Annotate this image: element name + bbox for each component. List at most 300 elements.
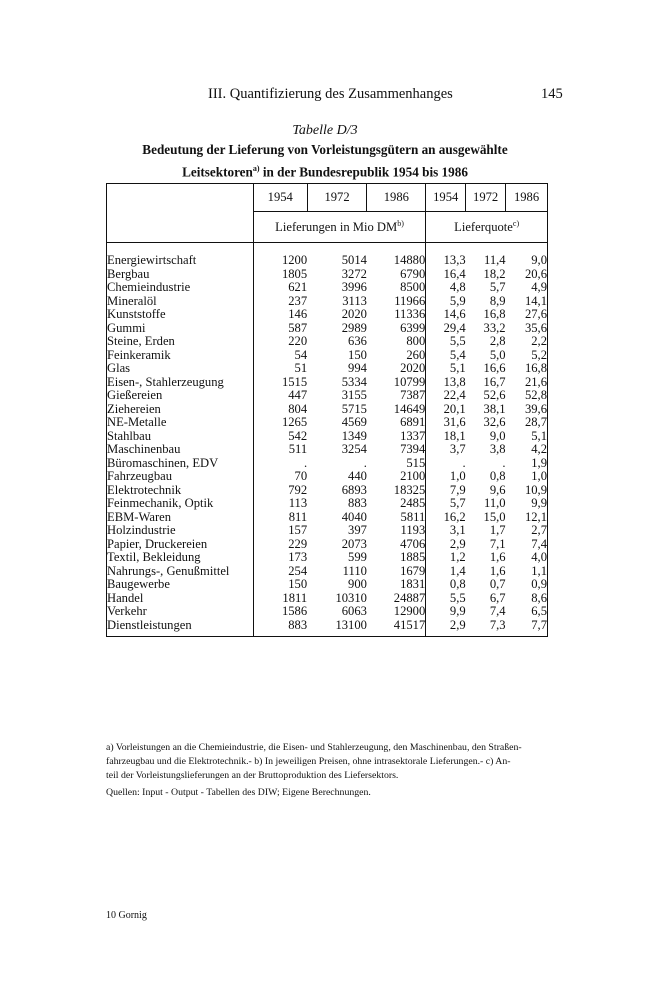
sector-label-cell xyxy=(107,430,254,471)
sector-label: NE-Metalle xyxy=(107,415,167,429)
value: 511 xyxy=(288,442,308,456)
value: 447 xyxy=(288,388,308,402)
footnote-line: a) Vorleistungen an die Chemieindustrie, die Eisen- und Stahlerzeugung, den Maschinenbau, den Straßen- xyxy=(106,742,522,753)
table-title-line1: Bedeutung der Lieferung von Vorleistungsgütern an ausgewählte xyxy=(142,142,508,157)
value: 883 xyxy=(348,496,367,510)
table-row-group xyxy=(107,430,548,471)
value: 3155 xyxy=(341,388,367,402)
page-number: 145 xyxy=(541,86,563,102)
table-row-group xyxy=(107,470,548,484)
value: 52,6 xyxy=(483,388,506,402)
table-row-group xyxy=(107,335,548,376)
value: 33,2 xyxy=(483,320,506,335)
value: 994 xyxy=(348,361,367,375)
deliveries-cell xyxy=(367,243,426,268)
sector-label-cell xyxy=(107,605,254,619)
sector-label: Büromaschinen, EDV xyxy=(107,455,219,470)
value: 18,2 xyxy=(483,266,506,281)
delivery-ratio-header-text: Lieferquote xyxy=(454,220,513,235)
value: 220 xyxy=(288,334,308,348)
sector-label: EBM-Waren xyxy=(107,509,172,524)
value: 10799 xyxy=(393,374,426,389)
value: 1193 xyxy=(400,523,426,537)
value: 3113 xyxy=(342,293,367,308)
deliveries-cell xyxy=(307,605,367,619)
value: 587 xyxy=(288,320,308,335)
value: 1811 xyxy=(282,590,308,605)
value: 5,0 xyxy=(489,347,506,362)
sector-label: Kunststoffe xyxy=(107,307,166,321)
sources-line: Quellen: Input - Output - Tabellen des DIW; Eigene Berechnungen. xyxy=(106,787,371,798)
value: 515 xyxy=(406,455,426,470)
deliveries-cell xyxy=(367,605,426,619)
ratio-cell xyxy=(506,605,548,619)
value: 1,6 xyxy=(489,563,506,578)
ratio-cell xyxy=(466,524,506,538)
value: 1885 xyxy=(400,550,426,564)
value: 3,1 xyxy=(449,523,466,537)
value: 15,0 xyxy=(483,509,506,524)
value: 8,6 xyxy=(531,590,547,605)
value: 7,4 xyxy=(531,536,547,551)
deliveries-cell xyxy=(307,430,367,471)
value: 5,7 xyxy=(489,280,506,294)
ratio-cell xyxy=(426,243,466,268)
deliveries-cell xyxy=(307,268,367,282)
value: 4,8 xyxy=(449,280,466,294)
value: 1,2 xyxy=(449,550,466,564)
value: 1,6 xyxy=(489,550,506,564)
value: 150 xyxy=(348,347,367,362)
value: 4,2 xyxy=(531,442,547,456)
value: 14,1 xyxy=(524,293,547,308)
sector-label: Ziehereien xyxy=(107,401,161,416)
deliveries-cell xyxy=(253,281,307,335)
deliveries-cell xyxy=(307,619,367,637)
value: 4569 xyxy=(341,415,367,429)
ratio-cell xyxy=(506,430,548,471)
value: 0,9 xyxy=(531,577,547,591)
deliveries-cell xyxy=(307,538,367,552)
sector-label: Mineralöl xyxy=(107,293,157,308)
sector-label: Maschinenbau xyxy=(107,442,181,456)
value: 7,9 xyxy=(449,482,466,497)
deliveries-cell xyxy=(253,484,307,525)
deliveries-cell xyxy=(253,578,307,592)
value: 27,6 xyxy=(524,307,547,321)
deliveries-cell xyxy=(367,578,426,592)
value: 5,7 xyxy=(449,496,466,510)
sector-label: Nahrungs-, Genußmittel xyxy=(107,563,230,578)
value: 70 xyxy=(294,469,308,483)
sector-label: Glas xyxy=(107,361,131,375)
value: 7,3 xyxy=(489,617,506,632)
value: 1805 xyxy=(281,266,308,281)
ratio-cell xyxy=(466,243,506,268)
value: 14880 xyxy=(393,253,426,267)
ratio-cell xyxy=(426,376,466,430)
deliveries-cell xyxy=(367,538,426,552)
year-header: 1972 xyxy=(307,184,367,212)
ratio-cell xyxy=(466,605,506,619)
value: 1515 xyxy=(281,374,308,389)
deliveries-cell xyxy=(307,335,367,376)
value: 11,0 xyxy=(483,496,506,510)
value: 11966 xyxy=(394,293,426,308)
sector-label-cell xyxy=(107,484,254,525)
deliveries-cell xyxy=(367,430,426,471)
value: 792 xyxy=(288,482,308,497)
ratio-cell xyxy=(466,376,506,430)
table-row-group xyxy=(107,578,548,592)
sector-label: Chemieindustrie xyxy=(107,280,191,294)
ratio-cell xyxy=(506,268,548,282)
year-header: 1954 xyxy=(426,184,466,212)
signature-mark: 10 Gornig xyxy=(106,910,147,921)
value: 5811 xyxy=(400,509,426,524)
value: 113 xyxy=(288,496,308,510)
value: 2100 xyxy=(400,469,426,483)
year-header: 1972 xyxy=(466,184,506,212)
deliveries-cell xyxy=(253,605,307,619)
value: 804 xyxy=(288,401,308,416)
ratio-cell xyxy=(506,376,548,430)
value: 3,8 xyxy=(489,442,506,456)
ratio-cell xyxy=(506,243,548,268)
ratio-cell xyxy=(426,619,466,637)
value: 21,6 xyxy=(524,374,547,389)
deliveries-cell xyxy=(307,243,367,268)
sector-label: Steine, Erden xyxy=(107,334,175,348)
value: 20,1 xyxy=(443,401,466,416)
value: 2020 xyxy=(341,307,367,321)
deliveries-cell xyxy=(367,281,426,335)
value: 5,1 xyxy=(449,361,466,375)
table-row-group xyxy=(107,551,548,565)
ratio-cell xyxy=(506,524,548,538)
sector-label: Gießereien xyxy=(107,388,163,402)
value: 4,9 xyxy=(531,280,547,294)
sector-label: Energiewirtschaft xyxy=(107,253,197,267)
value: 1337 xyxy=(400,428,426,443)
value: 38,1 xyxy=(483,401,506,416)
sector-label: Papier, Druckereien xyxy=(107,536,208,551)
value: 5334 xyxy=(341,374,367,389)
ratio-cell xyxy=(466,551,506,565)
sector-label-cell xyxy=(107,524,254,538)
deliveries-cell xyxy=(367,376,426,430)
sector-label: Eisen-, Stahlerzeugung xyxy=(107,374,224,389)
value: 5014 xyxy=(341,253,367,267)
sector-label-cell xyxy=(107,470,254,484)
value: 13,8 xyxy=(443,374,466,389)
value: 1349 xyxy=(341,428,367,443)
value: . xyxy=(502,455,506,470)
value: 1,9 xyxy=(531,455,547,470)
deliveries-cell xyxy=(253,538,307,552)
deliveries-cell xyxy=(307,592,367,606)
deliveries-cell xyxy=(253,524,307,538)
ratio-cell xyxy=(466,484,506,525)
ratio-cell xyxy=(506,538,548,552)
deliveries-cell xyxy=(253,592,307,606)
value: 4040 xyxy=(341,509,367,524)
value: 3254 xyxy=(341,442,367,456)
sector-label-cell xyxy=(107,565,254,579)
ratio-cell xyxy=(506,484,548,525)
deliveries-cell xyxy=(367,470,426,484)
deliveries-cell xyxy=(253,565,307,579)
deliveries-cell xyxy=(367,592,426,606)
value: 1,4 xyxy=(449,563,466,578)
table-body xyxy=(107,243,548,637)
sector-label: Feinkeramik xyxy=(107,347,171,362)
table-row-group xyxy=(107,281,548,335)
deliveries-cell xyxy=(367,524,426,538)
value: 621 xyxy=(288,280,308,294)
value: 2485 xyxy=(400,496,426,510)
ratio-cell xyxy=(506,592,548,606)
table-row-group xyxy=(107,592,548,606)
value: 54 xyxy=(294,347,308,362)
value: 16,6 xyxy=(483,361,506,375)
value: 16,4 xyxy=(443,266,466,281)
value: 599 xyxy=(348,550,367,564)
sector-header-cell xyxy=(107,184,254,243)
table-row-group xyxy=(107,268,548,282)
value: 1586 xyxy=(281,604,308,618)
ratio-cell xyxy=(426,268,466,282)
ratio-cell xyxy=(426,538,466,552)
ratio-cell xyxy=(506,565,548,579)
value: 2,2 xyxy=(531,334,547,348)
ratio-cell xyxy=(466,268,506,282)
deliveries-header-text: Lieferungen in Mio DM xyxy=(275,220,398,235)
value: 18325 xyxy=(393,482,426,497)
value: 5715 xyxy=(341,401,367,416)
value: 229 xyxy=(288,536,308,551)
deliveries-cell xyxy=(307,578,367,592)
value: . xyxy=(462,455,466,470)
value: 31,6 xyxy=(443,415,466,429)
ratio-cell xyxy=(426,470,466,484)
value: 811 xyxy=(288,509,308,524)
value: 1110 xyxy=(342,563,367,578)
value: 6790 xyxy=(400,266,426,281)
value: 16,8 xyxy=(483,307,506,321)
ratio-cell xyxy=(466,430,506,471)
table-caption xyxy=(0,122,650,181)
ratio-cell xyxy=(466,578,506,592)
delivery-ratio-header xyxy=(426,212,548,243)
value: 146 xyxy=(288,307,308,321)
deliveries-cell xyxy=(253,430,307,471)
ratio-cell xyxy=(466,281,506,335)
value: 10310 xyxy=(335,590,367,605)
ratio-cell xyxy=(506,551,548,565)
value: 18,1 xyxy=(443,428,466,443)
value: 10,9 xyxy=(524,482,547,497)
sector-label: Gummi xyxy=(107,320,146,335)
value: 7387 xyxy=(400,388,426,402)
ratio-cell xyxy=(466,619,506,637)
ratio-cell xyxy=(506,619,548,637)
deliveries-cell xyxy=(367,268,426,282)
deliveries-cell xyxy=(253,551,307,565)
ratio-cell xyxy=(426,592,466,606)
ratio-cell xyxy=(426,551,466,565)
value: 0,8 xyxy=(449,577,466,591)
deliveries-cell xyxy=(307,470,367,484)
deliveries-footnote-ref: b) xyxy=(397,218,404,228)
value: 5,1 xyxy=(531,428,547,443)
ratio-cell xyxy=(466,470,506,484)
value: 6891 xyxy=(400,415,426,429)
value: 1265 xyxy=(281,415,308,429)
deliveries-cell xyxy=(367,565,426,579)
value: 20,6 xyxy=(524,266,547,281)
ratio-cell xyxy=(426,524,466,538)
deliveries-cell xyxy=(253,376,307,430)
ratio-cell xyxy=(426,281,466,335)
value: 1679 xyxy=(400,563,426,578)
sector-label: Elektrotechnik xyxy=(107,482,182,497)
sector-label: Textil, Bekleidung xyxy=(107,550,201,564)
value: 260 xyxy=(406,347,426,362)
value: 29,4 xyxy=(443,320,466,335)
deliveries-cell xyxy=(367,335,426,376)
value: 11,4 xyxy=(483,253,506,267)
value: 1831 xyxy=(400,577,426,591)
value: 51 xyxy=(294,361,308,375)
sector-label: Fahrzeugbau xyxy=(107,469,173,483)
value: 440 xyxy=(348,469,367,483)
deliveries-cell xyxy=(307,565,367,579)
running-head: III. Quantifizierung des Zusammenhanges xyxy=(208,86,453,102)
value: 6,5 xyxy=(531,604,547,618)
ratio-cell xyxy=(466,592,506,606)
value: 2020 xyxy=(400,361,426,375)
ratio-cell xyxy=(426,578,466,592)
value: 883 xyxy=(288,617,308,632)
value: 32,6 xyxy=(483,415,506,429)
sector-label-cell xyxy=(107,592,254,606)
value: 2,7 xyxy=(531,523,547,537)
sector-label-cell xyxy=(107,268,254,282)
sector-label: Baugewerbe xyxy=(107,577,170,591)
value: 900 xyxy=(348,577,367,591)
value: 39,6 xyxy=(524,401,547,416)
deliveries-cell xyxy=(253,243,307,268)
value: 2073 xyxy=(341,536,367,551)
value: 5,9 xyxy=(449,293,466,308)
deliveries-cell xyxy=(307,551,367,565)
value: 16,7 xyxy=(483,374,506,389)
value: 41517 xyxy=(393,617,426,632)
table-number: Tabelle D/3 xyxy=(292,123,358,138)
sector-label: Bergbau xyxy=(107,266,150,281)
sector-label: Verkehr xyxy=(107,604,147,618)
ratio-cell xyxy=(506,578,548,592)
title-leitsektoren: Leitsektoren xyxy=(182,164,253,180)
value: 4,0 xyxy=(531,550,547,564)
deliveries-cell xyxy=(307,524,367,538)
deliveries-cell xyxy=(307,376,367,430)
value: 5,5 xyxy=(449,590,466,605)
value: 16,8 xyxy=(524,361,547,375)
deliveries-cell xyxy=(307,281,367,335)
deliveries-cell xyxy=(253,268,307,282)
table-title-line2 xyxy=(0,159,650,181)
value: 150 xyxy=(288,577,308,591)
ratio-cell xyxy=(426,565,466,579)
deliveries-cell xyxy=(367,551,426,565)
value: 1,1 xyxy=(531,563,547,578)
sector-label: Holzindustrie xyxy=(107,523,176,537)
value: 7,7 xyxy=(531,617,547,632)
value: 8,9 xyxy=(489,293,506,308)
running-header xyxy=(0,86,650,106)
value: 542 xyxy=(288,428,308,443)
year-header: 1986 xyxy=(506,184,548,212)
table-row-group xyxy=(107,619,548,637)
sector-label-cell xyxy=(107,578,254,592)
value: 11336 xyxy=(394,307,426,321)
value: 8500 xyxy=(400,280,426,294)
sector-label-cell xyxy=(107,243,254,268)
sector-label-cell xyxy=(107,376,254,430)
value: 9,0 xyxy=(489,428,506,443)
value: 3272 xyxy=(341,266,367,281)
value: 12900 xyxy=(393,604,426,618)
footnote-line: fahrzeugbau und die Elektrotechnik.- b) In jeweiligen Preisen, ohne intrasektorale Lieferungen.- c) An- xyxy=(106,756,511,767)
year-header: 1954 xyxy=(253,184,307,212)
value: 7,4 xyxy=(489,604,506,618)
value: 5,2 xyxy=(531,347,547,362)
ratio-cell xyxy=(506,335,548,376)
value: 14649 xyxy=(393,401,426,416)
ratio-cell xyxy=(506,281,548,335)
ratio-cell xyxy=(426,335,466,376)
delivery-ratio-footnote-ref: c) xyxy=(512,218,520,228)
value: 2,9 xyxy=(449,536,466,551)
value: 13100 xyxy=(335,617,367,632)
year-header-row xyxy=(107,184,548,212)
value: 1,0 xyxy=(531,469,547,483)
table-row-group xyxy=(107,376,548,430)
sector-label-cell xyxy=(107,335,254,376)
value: 22,4 xyxy=(443,388,466,402)
sector-label: Stahlbau xyxy=(107,428,152,443)
value: 16,2 xyxy=(443,509,466,524)
value: . xyxy=(363,455,367,470)
deliveries-cell xyxy=(253,335,307,376)
sector-label-cell xyxy=(107,619,254,637)
title-rest: in der Bundesrepublik 1954 bis 1986 xyxy=(259,164,468,180)
value: 0,7 xyxy=(489,577,506,591)
sector-label: Feinmechanik, Optik xyxy=(107,496,214,510)
value: 28,7 xyxy=(524,415,547,429)
table-footnotes xyxy=(106,741,548,800)
value: 13,3 xyxy=(443,253,466,267)
value: 9,9 xyxy=(531,496,547,510)
table-row-group xyxy=(107,605,548,619)
table-row-group xyxy=(107,243,548,268)
value: 2989 xyxy=(341,320,367,335)
value: 6399 xyxy=(400,320,426,335)
value: 397 xyxy=(348,523,367,537)
value: 2,9 xyxy=(449,617,466,632)
